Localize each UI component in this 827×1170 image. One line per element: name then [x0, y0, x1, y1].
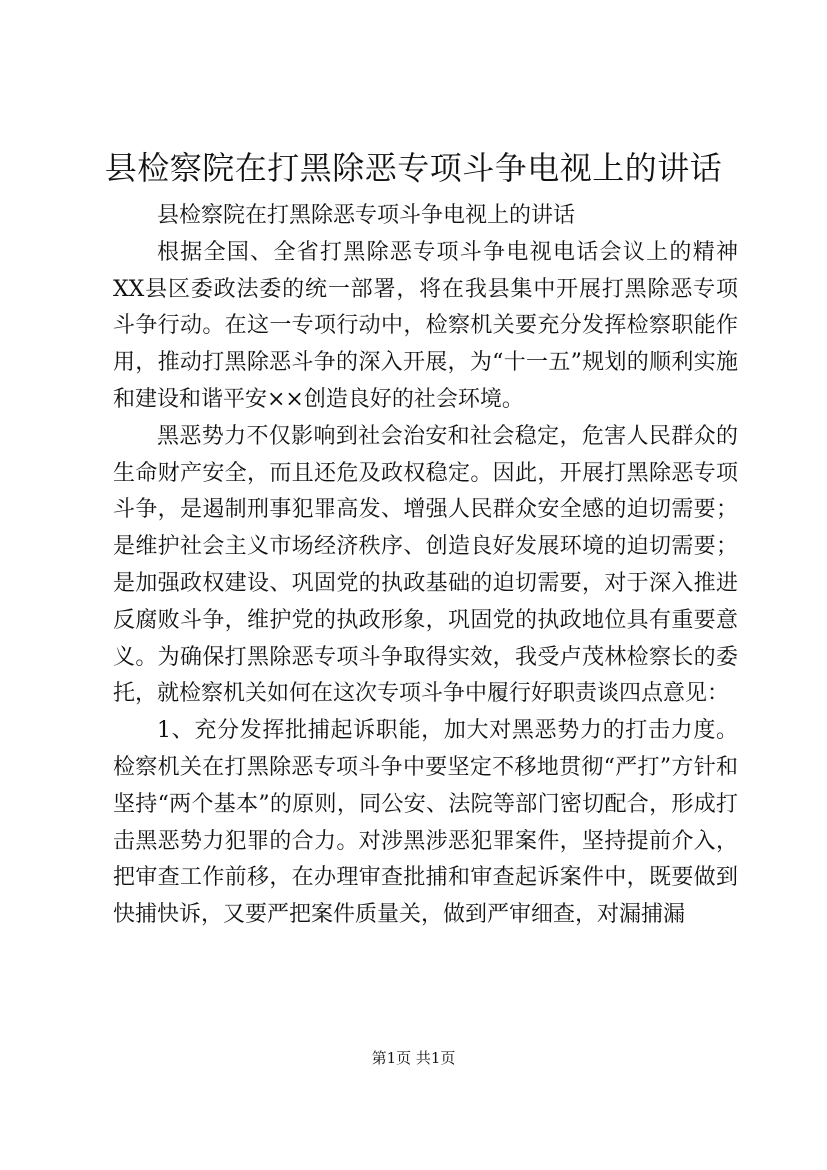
document-body: [113, 198, 738, 934]
paragraph-significance: 黑恶势力不仅影响到社会治安和社会稳定，危害人民群众的生命财产安全，而且还危及政权稳定。因此，开展打黑除恶专项斗争，是遏制刑事犯罪高发、增强人民群众安全感的迫切需要；是维护社会主义市场经济秩序、创造良好发展环境的迫切需要；是加强政权建设、巩固党的执政基础的迫切需要，对于深入推进反腐败斗争，维护党的执政形象，巩固党的执政地位具有重要意义。为确保打黑除恶专项斗争取得实效，我受卢茂林检察长的委托，就检察机关如何在这次专项斗争中履行好职责谈四点意见：: [113, 423, 738, 707]
paragraph-intro: 根据全国、全省打黑除恶专项斗争电视电话会议上的精神XX县区委政法委的统一部署，将在我县集中开展打黑除恶专项斗争行动。在这一专项行动中，检察机关要充分发挥检察职能作用，推动打黑除恶斗争的深入开展，为“十一五”规划的顺利实施和建设和谐平安××创造良好的社会环境。: [113, 239, 738, 412]
paragraph-subtitle: 县检察院在打黑除恶专项斗争电视上的讲话: [157, 203, 576, 228]
paragraph-point-1: 1、充分发挥批捕起诉职能，加大对黑恶势力的打击力度。检察机关在打黑除恶专项斗争中要坚定不移地贯彻“严打”方针和坚持“两个基本”的原则，同公安、法院等部门密切配合，形成打击黑恶势力犯罪的合力。对涉黑涉恶犯罪案件，坚持提前介入，把审查工作前移，在办理审查批捕和审查起诉案件中，既要做到快捕快诉，又要严把案件质量关，做到严审细查，对漏捕漏: [113, 718, 738, 928]
page-footer: 第1页 共1页: [371, 1049, 456, 1067]
document-title: 县检察院在打黑除恶专项斗争电视上的讲话: [104, 149, 723, 187]
